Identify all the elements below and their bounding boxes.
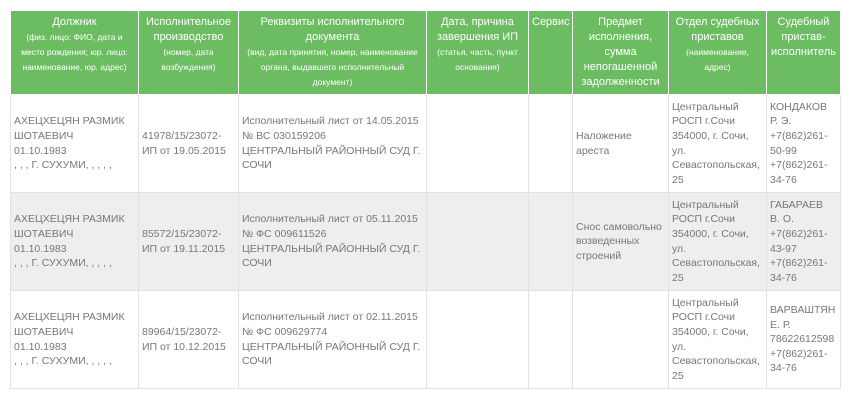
cell-line: ЦЕНТРАЛЬНЫЙ РАЙОННЫЙ СУД Г. — [242, 340, 421, 353]
header-service — [529, 11, 573, 95]
header-subject — [573, 11, 669, 95]
cell-line: Центральный — [672, 198, 739, 211]
header-main: Предмет исполнения, сумма непогашенной задолженности — [581, 16, 660, 88]
cell-line: ИП от 19.11.2015 — [142, 242, 226, 255]
cell-line: Севастопольская, — [672, 355, 760, 368]
cell-line: Исполнительный лист от 02.11.2015 — [242, 311, 418, 324]
service-cell — [529, 193, 573, 291]
cell-line: ЦЕНТРАЛЬНЫЙ РАЙОННЫЙ СУД Г. — [242, 242, 421, 255]
header-proceeding — [139, 11, 239, 95]
cell-line: РОСП г.Сочи — [672, 115, 735, 128]
cell-line: 34-76 — [770, 173, 797, 186]
header-main: Реквизиты исполнительного документа — [260, 16, 405, 43]
cell-line: , , , Г. СУХУМИ, , , , , — [14, 159, 112, 172]
cell-line: , , , Г. СУХУМИ, , , , , — [14, 355, 112, 368]
cell-line: № ВС 030159206 — [242, 129, 326, 142]
cell-line: строений — [576, 249, 622, 262]
service-cell — [529, 95, 573, 193]
subject-cell — [573, 291, 669, 389]
header-sub: (физ. лицо: ФИО, дата и место рождения; юр. лицо: наименование, юр. адрес) — [21, 32, 128, 72]
cell-line: СОЧИ — [242, 159, 272, 172]
header-sub: (вид, дата принятия, номер, наименование органа, выдавшего исполнительный документ) — [247, 47, 418, 87]
cell-line: ШОТАЕВИЧ — [14, 325, 74, 338]
table-row — [11, 193, 841, 291]
cell-line: 43-97 — [770, 242, 797, 255]
cell-line: ГАБАРАЕВ — [770, 198, 823, 211]
cell-line: 01.10.1983 — [14, 242, 67, 255]
cell-line: Исполнительный лист от 05.11.2015 — [242, 213, 418, 226]
subject-cell — [573, 95, 669, 193]
cell-line: Е. Р. — [770, 318, 791, 331]
proceeding-cell — [139, 95, 239, 193]
end-date-cell — [427, 291, 529, 389]
document-cell — [239, 193, 427, 291]
cell-line: В. О. — [770, 213, 794, 226]
cell-line: ШОТАЕВИЧ — [14, 227, 74, 240]
cell-line: +7(862)261- — [770, 227, 828, 240]
cell-line: ВАРВАШТЯН — [770, 304, 836, 317]
end-date-cell — [427, 95, 529, 193]
cell-line: РОСП г.Сочи — [672, 311, 735, 324]
cell-line: 354000, г. Сочи, — [672, 129, 749, 142]
bailiff-cell — [767, 291, 841, 389]
header-main: Судебный пристав-исполнитель — [771, 16, 836, 58]
cell-line: АХЕЦХЕЦЯН РАЗМИК — [14, 213, 125, 226]
debtor-table — [10, 10, 841, 389]
cell-line: РОСП г.Сочи — [672, 213, 735, 226]
debtor-cell — [11, 291, 139, 389]
cell-line: ЦЕНТРАЛЬНЫЙ РАЙОННЫЙ СУД Г. — [242, 144, 421, 157]
cell-line: Р. Э. — [770, 115, 792, 128]
cell-line: № ФС 009629774 — [242, 325, 328, 338]
cell-line: 50-99 — [770, 144, 797, 157]
cell-line: 01.10.1983 — [14, 144, 67, 157]
header-main: Сервис — [532, 16, 570, 28]
header-document — [239, 11, 427, 95]
end-date-cell — [427, 193, 529, 291]
header-debtor — [11, 11, 139, 95]
cell-line: АХЕЦХЕЦЯН РАЗМИК — [14, 115, 125, 128]
cell-line: КОНДАКОВ — [770, 100, 828, 113]
header-main: Дата, причина завершения ИП — [436, 16, 519, 43]
cell-line: 25 — [672, 369, 684, 382]
subject-cell — [573, 193, 669, 291]
cell-line: 78622612598 — [770, 333, 835, 346]
document-cell — [239, 291, 427, 389]
cell-line: ул. — [672, 242, 687, 255]
cell-line: +7(862)261- — [770, 129, 828, 142]
cell-line: Центральный — [672, 100, 739, 113]
cell-line: +7(862)261- — [770, 159, 828, 172]
cell-line: 85572/15/23072- — [142, 227, 222, 240]
document-cell — [239, 95, 427, 193]
cell-line: 41978/15/23072- — [142, 129, 222, 142]
cell-line: 34-76 — [770, 271, 797, 284]
cell-line: Исполнительный лист от 14.05.2015 — [242, 115, 419, 128]
header-bailiff — [767, 11, 841, 95]
cell-line: 01.10.1983 — [14, 340, 67, 353]
debtor-cell — [11, 95, 139, 193]
cell-line: Севастопольская, — [672, 159, 760, 172]
department-cell — [669, 291, 767, 389]
header-end-date — [427, 11, 529, 95]
department-cell — [669, 95, 767, 193]
cell-line: ШОТАЕВИЧ — [14, 129, 74, 142]
proceeding-cell — [139, 291, 239, 389]
cell-line: ул. — [672, 144, 687, 157]
cell-line: 25 — [672, 173, 684, 186]
cell-line: ареста — [576, 144, 610, 157]
proceeding-cell — [139, 193, 239, 291]
cell-line: СОЧИ — [242, 355, 272, 368]
cell-line: СОЧИ — [242, 257, 272, 270]
cell-line: ИП от 19.05.2015 — [142, 144, 226, 157]
table-row — [11, 291, 841, 389]
header-sub: (статья, часть, пункт основания) — [437, 47, 518, 72]
cell-line: , , , Г. СУХУМИ, , , , , — [14, 257, 112, 270]
table-row — [11, 95, 841, 193]
cell-line: ул. — [672, 340, 687, 353]
header-main: Исполнительное производство — [145, 16, 231, 43]
cell-line: +7(862)261- — [770, 257, 828, 270]
debtor-cell — [11, 193, 139, 291]
header-main: Отдел судебных приставов — [675, 16, 760, 43]
cell-line: 354000, г. Сочи, — [672, 325, 749, 338]
cell-line: +7(862)261- — [770, 347, 828, 360]
cell-line: Севастопольская, — [672, 257, 760, 270]
header-sub: (номер, дата возбуждения) — [161, 47, 216, 72]
cell-line: № ФС 009611526 — [242, 227, 327, 240]
bailiff-cell — [767, 95, 841, 193]
cell-line: АХЕЦХЕЦЯН РАЗМИК — [14, 311, 125, 324]
bailiff-cell — [767, 193, 841, 291]
header-sub: (наименование, адрес) — [686, 47, 749, 72]
header-department — [669, 11, 767, 95]
cell-line: 354000, г. Сочи, — [672, 227, 749, 240]
cell-line: 89964/15/23072- — [142, 325, 222, 338]
cell-line: Центральный — [672, 296, 739, 309]
cell-line: 34-76 — [770, 362, 797, 375]
cell-line: возведенных — [576, 235, 640, 248]
cell-line: 25 — [672, 271, 684, 284]
department-cell — [669, 193, 767, 291]
cell-line: Наложение — [576, 129, 632, 142]
cell-line: ИП от 10.12.2015 — [142, 340, 226, 353]
table-header-row — [11, 11, 841, 95]
service-cell — [529, 291, 573, 389]
header-main: Должник — [52, 16, 97, 28]
cell-line: Снос самовольно — [576, 220, 662, 233]
